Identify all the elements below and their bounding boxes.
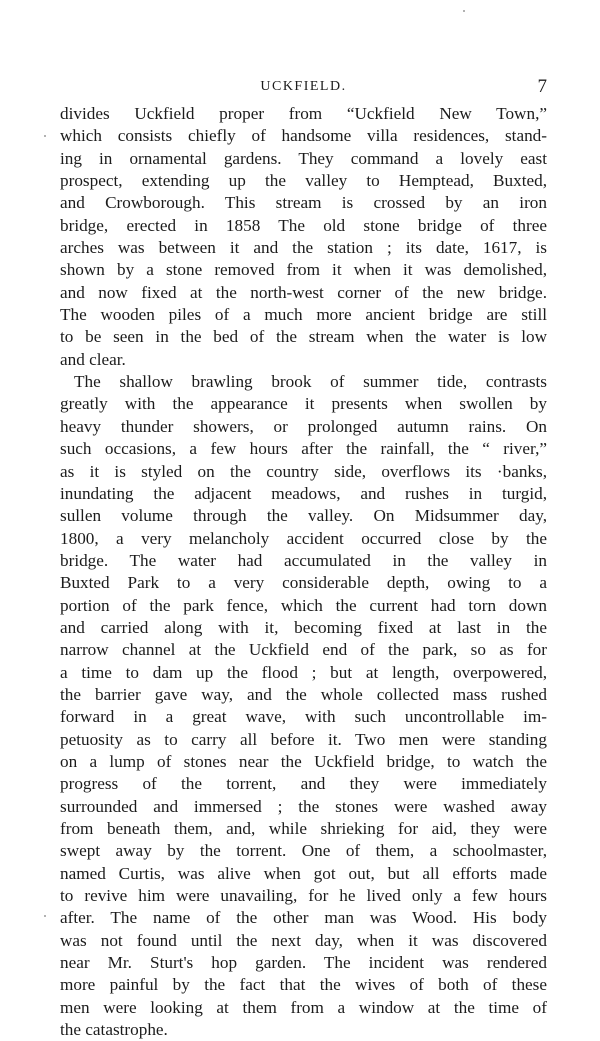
text-line: men were looking at them from a window at the time of bbox=[60, 997, 547, 1017]
text-line: a time to dam up the flood ; but at length, overpowered, bbox=[60, 662, 547, 682]
text-line: progress of the torrent, and they were immediately bbox=[60, 774, 547, 794]
text-line: was not found until the next day, when it was discovered bbox=[60, 930, 547, 950]
text-line: heavy thunder showers, or prolonged autumn rains. On bbox=[60, 416, 547, 436]
text-line: to revive him were unavailing, for he lived only a few hours bbox=[60, 886, 547, 906]
page-number: 7 bbox=[537, 76, 547, 97]
text-line: the catastrophe. bbox=[60, 1020, 168, 1040]
text-line: ing in ornamental gardens. They command a lovely east bbox=[60, 148, 547, 168]
text-line: narrow channel at the Uckfield end of the park, so as for bbox=[60, 640, 547, 660]
text-line: which consists chiefly of handsome villa residences, stand- bbox=[60, 126, 547, 146]
text-line: greatly with the appearance it presents when swollen by bbox=[60, 394, 547, 414]
text-line: shown by a stone removed from it when it was demolished, bbox=[60, 260, 547, 280]
text-line: as it is styled on the country side, overflows its ·banks, bbox=[60, 461, 547, 481]
text-line: such occasions, a few hours after the rainfall, the “ river,” bbox=[60, 439, 547, 459]
text-line: Buxted Park to a very considerable depth, owing to a bbox=[60, 573, 547, 593]
text-line: from beneath them, and, while shrieking for aid, they were bbox=[60, 819, 547, 838]
text-line: near Mr. Sturt's hop garden. The incident was rendered bbox=[60, 953, 547, 973]
paragraph-1 bbox=[60, 103, 547, 371]
text-line: inundating the adjacent meadows, and rushes in turgid, bbox=[60, 483, 547, 503]
paper-speck bbox=[44, 915, 46, 917]
text-line: and Crowborough. This stream is crossed by an iron bbox=[60, 193, 547, 213]
text-line: sullen volume through the valley. On Midsummer day, bbox=[60, 506, 547, 526]
paper-speck bbox=[44, 135, 46, 137]
paragraph-2 bbox=[60, 371, 547, 1041]
text-line: swept away by the torrent. One of them, a schoolmaster, bbox=[60, 841, 547, 861]
text-line: forward in a great wave, with such uncontrollable im- bbox=[60, 707, 547, 727]
text-line: on a lump of stones near the Uckfield bridge, to watch the bbox=[60, 751, 547, 771]
text-line: arches was between it and the station ; its date, 1617, is bbox=[60, 238, 547, 258]
paper-speck bbox=[463, 10, 465, 12]
text-line: surrounded and immersed ; the stones were washed away bbox=[60, 796, 547, 816]
text-line: and now fixed at the north-west corner of the new bridge. bbox=[60, 282, 547, 302]
text-line: The shallow brawling brook of summer tide, contrasts bbox=[74, 372, 547, 392]
text-line: more painful by the fact that the wives of both of these bbox=[60, 975, 547, 995]
text-line: prospect, extending up the valley to Hemptead, Buxted, bbox=[60, 171, 547, 191]
text-line: petuosity as to carry all before it. Two men were standing bbox=[60, 729, 547, 749]
text-line: bridge. The water had accumulated in the valley in bbox=[60, 550, 547, 570]
running-title: UCKFIELD. bbox=[260, 79, 347, 94]
text-line: bridge, erected in 1858 The old stone bridge of three bbox=[60, 215, 547, 235]
text-line: named Curtis, was alive when got out, but all efforts made bbox=[60, 863, 547, 883]
text-line: and carried along with it, becoming fixed at last in the bbox=[60, 617, 547, 637]
text-line: after. The name of the other man was Wood. His body bbox=[60, 908, 547, 928]
running-head bbox=[60, 76, 547, 100]
text-line: to be seen in the bed of the stream when the water is low bbox=[60, 327, 547, 347]
text-line: 1800, a very melancholy accident occurred close by the bbox=[60, 528, 547, 548]
text-line: divides Uckfield proper from “Uckfield New Town,” bbox=[60, 104, 547, 123]
text-line: and clear. bbox=[60, 349, 126, 369]
text-line: portion of the park fence, which the current had torn down bbox=[60, 595, 547, 615]
text-line: the barrier gave way, and the whole collected mass rushed bbox=[60, 684, 547, 704]
body-text bbox=[60, 103, 547, 1041]
text-line: The wooden piles of a much more ancient bridge are still bbox=[60, 305, 547, 325]
